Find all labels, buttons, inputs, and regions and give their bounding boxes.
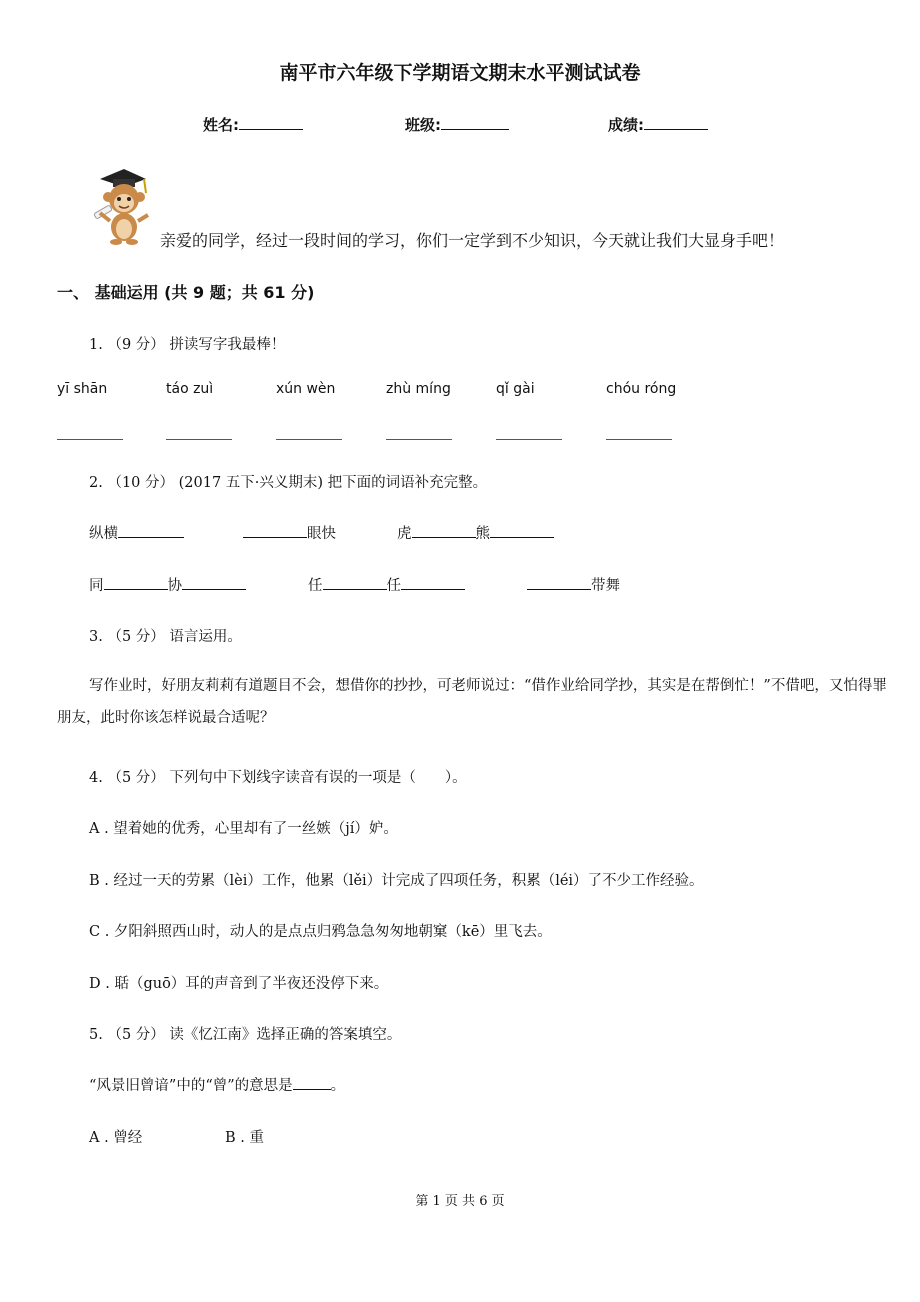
answer-line-6[interactable] bbox=[606, 439, 672, 440]
option-c[interactable]: C . 夕阳斜照西山时，动人的是点点归鸦急急匆匆地朝窠（kē）里飞去。 bbox=[89, 924, 552, 940]
idiom-word: 同 bbox=[89, 578, 104, 594]
pinyin-1: yī shān bbox=[57, 381, 108, 397]
answer-line-4[interactable] bbox=[386, 439, 452, 440]
page-footer: 第 1 页 共 6 页 bbox=[415, 1194, 505, 1209]
answer-line-2[interactable] bbox=[166, 439, 232, 440]
class-label: 班级: bbox=[405, 116, 441, 134]
option-d[interactable]: D . 聒（guō）耳的声音到了半夜还没停下来。 bbox=[89, 976, 389, 992]
name-label: 姓名: bbox=[203, 116, 239, 134]
idiom-blank[interactable] bbox=[412, 523, 476, 538]
idiom-4 bbox=[89, 574, 246, 595]
answer-line-5[interactable] bbox=[496, 439, 562, 440]
option-b[interactable]: B . 经过一天的劳累（lèi）工作，他累（lěi）计完成了四项任务，积累（léi）了不少工作经验。 bbox=[89, 873, 704, 889]
pinyin-4: zhù míng bbox=[386, 381, 451, 397]
idiom-blank[interactable] bbox=[490, 523, 554, 538]
idiom-1 bbox=[89, 522, 184, 543]
score-field bbox=[608, 114, 708, 135]
idiom-word: 熊 bbox=[475, 526, 490, 542]
idiom-word: 纵横 bbox=[89, 526, 118, 542]
idiom-blank[interactable] bbox=[243, 523, 307, 538]
idiom-3 bbox=[397, 522, 554, 543]
idiom-blank[interactable] bbox=[104, 575, 168, 590]
idiom-word: 协 bbox=[167, 578, 182, 594]
idiom-blank[interactable] bbox=[527, 575, 591, 590]
question-2-stem: 2. （10 分） (2017 五下·兴义期末) 把下面的词语补充完整。 bbox=[89, 475, 488, 491]
idiom-word: 眼快 bbox=[307, 526, 336, 542]
monkey-graduate-icon bbox=[86, 165, 156, 247]
question-5-stem: 5. （5 分） 读《忆江南》选择正确的答案填空。 bbox=[89, 1027, 402, 1043]
option-a[interactable]: A . 曾经 bbox=[89, 1130, 143, 1146]
pinyin-3: xún wèn bbox=[276, 381, 336, 397]
question-5-end: 。 bbox=[330, 1078, 346, 1094]
idiom-word: 虎 bbox=[397, 526, 412, 542]
pinyin-2: táo zuì bbox=[166, 381, 214, 397]
option-a[interactable]: A . 望着她的优秀，心里却有了一丝嫉（jí）妒。 bbox=[89, 821, 398, 837]
option-b[interactable]: B . 重 bbox=[225, 1130, 264, 1146]
score-label: 成绩: bbox=[608, 116, 644, 134]
question-1-stem: 1. （9 分） 拼读写字我最棒！ bbox=[89, 337, 286, 353]
idiom-5 bbox=[308, 574, 465, 595]
idiom-blank[interactable] bbox=[401, 575, 465, 590]
pinyin-5: qǐ gài bbox=[496, 381, 535, 397]
class-field bbox=[405, 114, 509, 135]
score-blank[interactable] bbox=[644, 115, 708, 130]
question-5-prompt bbox=[89, 1074, 345, 1095]
answer-line-1[interactable] bbox=[57, 439, 123, 440]
idiom-blank[interactable] bbox=[323, 575, 387, 590]
greeting-text: 亲爱的同学，经过一段时间的学习，你们一定学到不少知识，今天就让我们大显身手吧！ bbox=[160, 231, 785, 250]
page-title: 南平市六年级下学期语文期末水平测试试卷 bbox=[279, 62, 641, 84]
idiom-word: 任 bbox=[308, 578, 323, 594]
idiom-blank[interactable] bbox=[182, 575, 246, 590]
name-field bbox=[203, 114, 303, 135]
idiom-word: 任 bbox=[386, 578, 401, 594]
question-3-body: 写作业时，好朋友莉莉有道题目不会，想借你的抄抄，可老师说过：“借作业给同学抄，其实是在帮倒忙！”不借吧，又怕得罪朋友，此时你该怎样说最合适呢？ bbox=[57, 678, 887, 726]
answer-blank[interactable] bbox=[293, 1075, 331, 1090]
section-heading: 一、 基础运用 (共 9 题；共 61 分) bbox=[57, 283, 315, 302]
idiom-blank[interactable] bbox=[118, 523, 184, 538]
idiom-6 bbox=[527, 574, 620, 595]
question-4-stem: 4. （5 分） 下列句中下划线字读音有误的一项是（ ）。 bbox=[89, 770, 467, 786]
name-blank[interactable] bbox=[239, 115, 303, 130]
idiom-2 bbox=[243, 522, 336, 543]
answer-line-3[interactable] bbox=[276, 439, 342, 440]
question-5-text: “风景旧曾谙”中的“曾”的意思是 bbox=[89, 1078, 293, 1094]
question-3-stem: 3. （5 分） 语言运用。 bbox=[89, 629, 242, 645]
pinyin-6: chóu róng bbox=[606, 381, 677, 397]
idiom-word: 带舞 bbox=[591, 578, 620, 594]
class-blank[interactable] bbox=[441, 115, 509, 130]
